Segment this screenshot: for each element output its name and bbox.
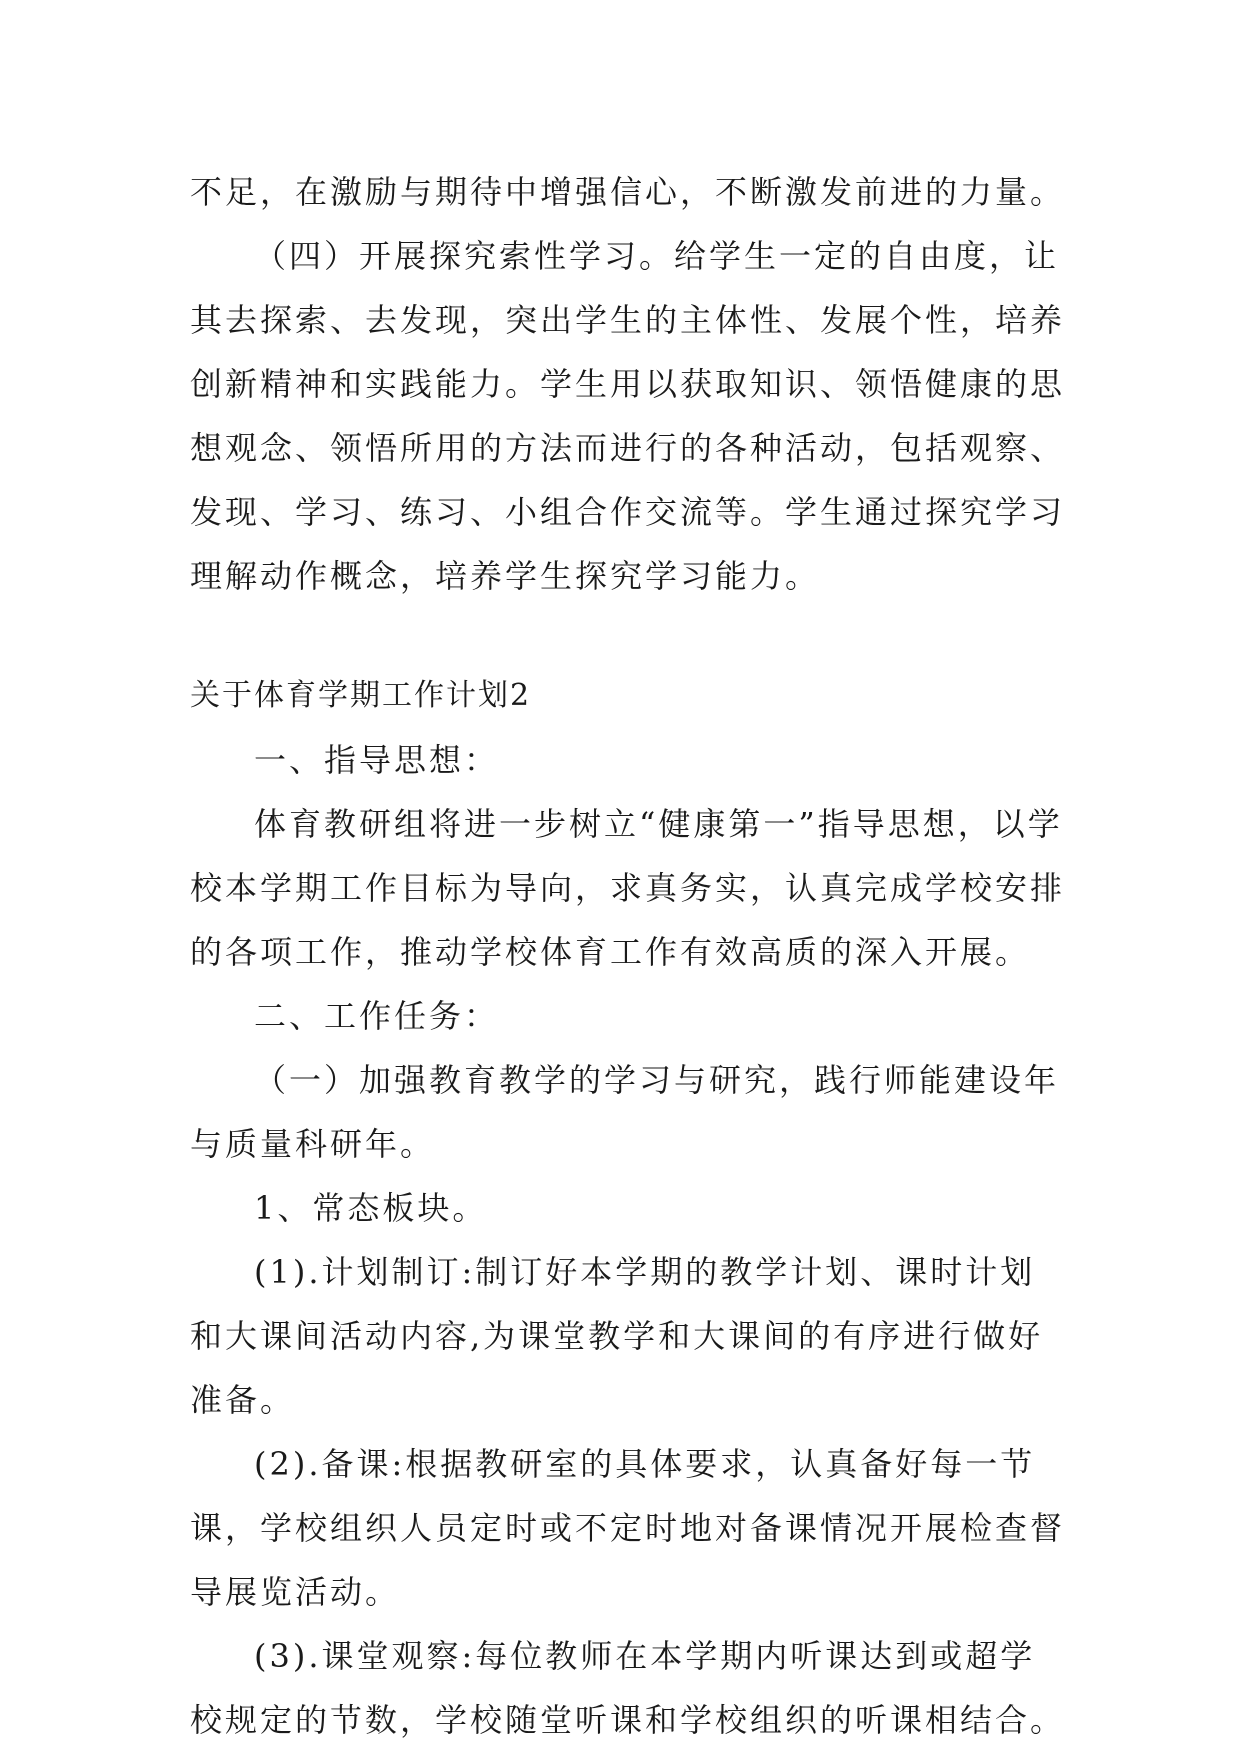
paragraph-continuation: 不足，在激励与期待中增强信心，不断激发前进的力量。 xyxy=(190,173,1066,211)
document-page xyxy=(190,160,1070,1752)
paragraph-plan-making: (1).计划制订:制订好本学期的教学计划、课时计划和大课间活动内容,为课堂教学和大课间的有序进行做好准备。 xyxy=(190,1253,1044,1419)
paragraph-lesson-prep: (2).备课:根据教研室的具体要求，认真备好每一节课，学校组织人员定时或不定时地对备课情况开展检查督导展览活动。 xyxy=(190,1445,1066,1611)
paragraph-inquiry-learning: （四）开展探究索性学习。给学生一定的自由度，让其去探索、去发现，突出学生的主体性、发展个性，培养创新精神和实践能力。学生用以获取知识、领悟健康的思想观念、领悟所用的方法而进行的各种活动，包括观察、发现、学习、练习、小组合作交流等。学生通过探究学习理解动作概念，培养学生探究学习能力。 xyxy=(190,237,1066,595)
paragraph-class-observation: (3).课堂观察:每位教师在本学期内听课达到或超学校规定的节数，学校随堂听课和学校组织的听课相结合。 xyxy=(190,1637,1066,1739)
paragraph-task-one: （一）加强教育教学的学习与研究，践行师能建设年与质量科研年。 xyxy=(190,1061,1060,1163)
paragraph-guiding-thought: 体育教研组将进一步树立“健康第一”指导思想，以学校本学期工作目标为导向，求真务实，认真完成学校安排的各项工作，推动学校体育工作有效高质的深入开展。 xyxy=(190,805,1066,971)
heading-guiding-thought: 一、指导思想： xyxy=(254,741,500,779)
heading-routine-block: 1、常态板块。 xyxy=(254,1189,488,1227)
section-title: 关于体育学期工作计划2 xyxy=(190,678,532,713)
heading-work-tasks: 二、工作任务： xyxy=(254,997,500,1035)
